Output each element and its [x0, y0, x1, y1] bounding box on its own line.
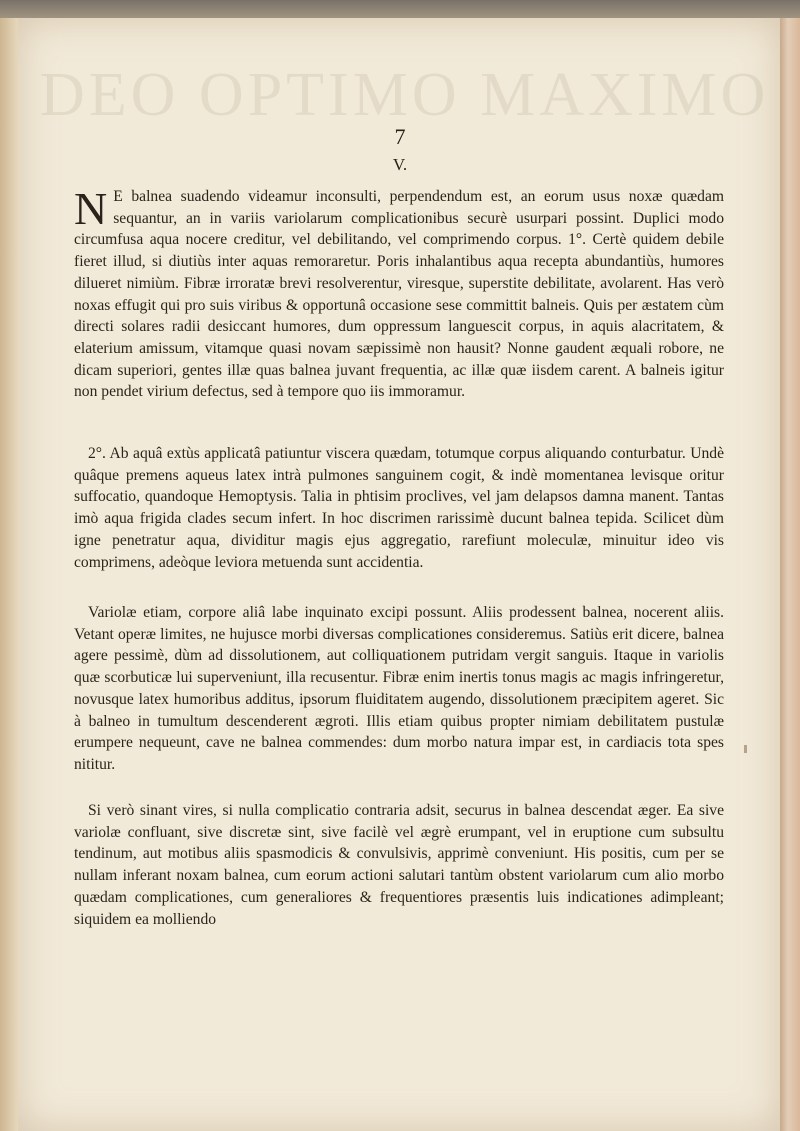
paragraph-2	[74, 443, 724, 573]
paragraph-1	[74, 183, 724, 403]
page-edge-right	[780, 18, 800, 1131]
paragraph-3	[74, 602, 724, 776]
section-heading: V.	[392, 155, 408, 174]
paragraph-1-text: E balnea suadendo videamur inconsulti, perpendendum est, an eorum usus noxæ quædam sequantur, an in variis variolarum complicationibus securè usurpari possint. Duplici modo circumfusa aqua nocere creditur, vel debilitando, vel comprimendo corpus. 1°. Certè quidem debile fieret illud, si diutiùs inter aquas remoraretur. Poris inhalantibus aqua recepta abundantiùs, humores dilueret nimiùm. Fibræ irroratæ brevi resolverentur, viresque, superstite debilitate, avolarent. Has verò noxas effugit qui pro suis viribus & opportunâ occasione sese committit balneis. Quis per æstatem cùm directi solares radii desiccant humores, dum oppressum languescit corpus, in aquis alacritatem, & elaterium amissum, vitamque quasi novam sæpissimè non hausit? Nonne gaudent æquali robore, ne dicam superiori, gentes illæ quas balnea juvant frequentia, ac illæ quæ iisdem carent. A balneis igitur non pendet virium defectus, sed à tempore quo iis immoramur.	[74, 188, 724, 401]
show-through-header: DEO OPTIMO MAXIMO	[40, 61, 770, 129]
page-gutter-left	[0, 18, 18, 1131]
page-number: 7	[394, 124, 406, 149]
paragraph-4	[74, 800, 724, 930]
paragraph-4-text: Si verò sinant vires, si nulla complicatio contraria adsit, securus in balnea descendat æger. Ea sive variolæ confluant, sive discretæ sint, sive facilè vel ægrè erumpant, vel in eruptione cum subsultu tendinum, aut motibus aliis spasmodicis & convulsivis, apprimè conveniunt. His positis, cum per se nullam inferant noxam balnea, cum eorum actioni salutari tantùm obstent variolarum cum alio morbo quædam complicationes, cum generaliores & frequentiores præsentis luis indicationes adimpleant; siquidem ea molliendo	[74, 802, 724, 928]
paragraph-3-text: Variolæ etiam, corpore aliâ labe inquinato excipi possunt. Aliis prodessent balnea, nocerent aliis. Vetant operæ limites, ne hujusce morbi diversas complicationes consideremus. Satiùs erit dicere, balnea agere pessimè, dùm ad dissolutionem, aut colliquationem putridam vergit sanguis. Itaque in variolis quæ scorbuticæ lui superveniunt, illa recusentur. Fibræ enim inertis tonus magis ac magis infringeretur, novusque latex humoribus additus, ipsorum fluiditatem augendo, dissolutionem præcipitem ageret. Sic à balneo in tumultum descenderent ægroti. Illis etiam quibus propter nimiam debilitatem pustulæ erumpere nequeunt, cave ne balnea commendes: dum morbo natura impar est, in cardiacis tota spes nititur.	[74, 604, 724, 773]
paragraph-2-text: 2°. Ab aquâ extùs applicatâ patiuntur viscera quædam, totumque corpus aliquando conturbatur. Undè quâque premens aqueus latex intrà pulmones sanguinem cogit, & indè momentanea levisque oritur suffocatio, quandoque Hemoptysis. Talia in phtisim proclives, vel jam delapsos damna manent. Tantas imò aqua frigida clades secum infert. In hoc discrimen rarissimè ducunt balnea tepida. Scilicet dùm igne penetratur aqua, dividitur magis ejus aggregatio, rarefiunt moleculæ, minuitur ideo vis comprimens, adeòque leviora metuenda sunt accidentia.	[74, 445, 724, 571]
drop-cap: N	[74, 183, 108, 234]
page-sheet	[18, 18, 780, 1131]
margin-mark	[744, 745, 747, 753]
